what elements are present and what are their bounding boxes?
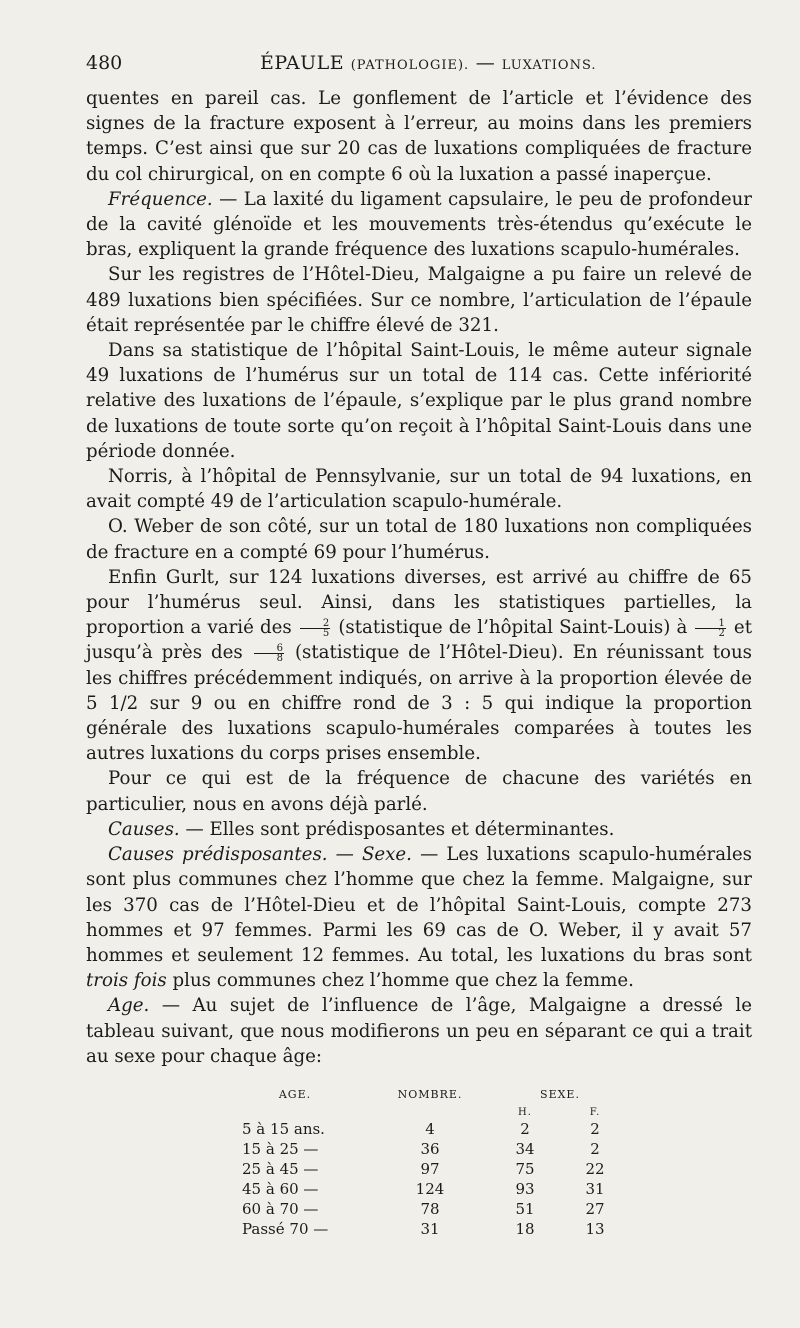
cell-femmes: 27 [585, 1200, 605, 1218]
paragraph-age-text: — Au sujet de l’influence de l’âge, Malgaigne a dressé le tableau suivant, que nous modifierons un peu en séparant ce qui a trait au sexe pour chaque âge: [86, 995, 752, 1067]
title-luxations: LUXATIONS. [501, 58, 597, 73]
fraction-two-fifths [300, 619, 330, 638]
column-header-femmes: F. [589, 1106, 601, 1118]
cell-nombre: 78 [420, 1200, 440, 1218]
section-label-sexe: Causes prédisposantes. — Sexe. [108, 844, 412, 866]
table-row [220, 1199, 630, 1219]
paragraph-gurlt [86, 565, 752, 767]
paragraph-weber: O. Weber de son côté, sur un total de 180 luxations non compliquées de fracture en a compté 69 pour l’humérus. [86, 516, 752, 563]
cell-hommes: 75 [515, 1160, 535, 1178]
cell-nombre: 124 [415, 1180, 445, 1198]
fraction-six-eighths [254, 644, 284, 663]
table-row [220, 1179, 630, 1199]
body-text [86, 86, 752, 1069]
column-header-age: AGE. [278, 1088, 312, 1101]
fraction-numerator: 1 [695, 619, 725, 629]
column-header-nombre: NOMBRE. [397, 1088, 463, 1101]
cell-hommes: 34 [515, 1140, 535, 1158]
section-label-frequence: Fréquence. [108, 188, 213, 210]
paragraph-frequence [86, 187, 752, 263]
title-dash: — [475, 52, 496, 74]
gurlt-text-c: et jusqu’à près des [86, 617, 753, 664]
paragraph-causes [86, 817, 752, 842]
cell-femmes: 31 [585, 1180, 605, 1198]
running-header [86, 48, 770, 82]
table-row [220, 1219, 630, 1239]
gurlt-text-a: Enfin Gurlt, sur 124 luxations diverses, est arrivé au chiffre de 65 pour l’humérus seul. Ainsi, dans les statistiques partielles, la proportion a varié des [86, 566, 752, 639]
paragraph-norris: Norris, à l’hôpital de Pennsylvanie, sur un total de 94 luxations, en avait compté 49 de l’articulation scapulo-humérale. [86, 466, 752, 513]
gurlt-text-d: (statistique de l’Hôtel-Dieu). En réunissant tous les chiffres précédemment indiqués, on arrive à la proportion élevée de 5 1/2 sur 9 ou en chiffre rond de 3 : 5 qui indique la proportion générale des luxations scapulo-humérales comparées à toutes les autres luxations du corps prises ensemble. [86, 642, 753, 765]
section-label-age: Age. [108, 995, 150, 1017]
paragraph-frequence-text: — La laxité du ligament capsulaire, le peu de profondeur de la cavité glénoïde et les mouvements très-étendus qu’exécute le bras, expliquent la grande fréquence des luxations scapulo-humérales. [86, 188, 752, 261]
table-row [220, 1119, 630, 1139]
paragraph-varietes: Pour ce qui est de la fréquence de chacune des variétés en particulier, nous en avons déjà parlé. [86, 768, 752, 815]
cell-age: 25 à 45 — [242, 1160, 319, 1178]
fraction-denominator: 8 [276, 652, 284, 664]
column-header-blank [220, 1101, 370, 1119]
fraction-numerator: 6 [254, 644, 284, 654]
cell-age: 5 à 15 ans. [242, 1120, 325, 1138]
age-statistics-table [220, 1084, 630, 1239]
table-row [220, 1159, 630, 1179]
paragraph-continuation: quentes en pareil cas. Le gonflement de l’article et l’évidence des signes de la fracture exposent à l’erreur, au moins dans les premiers temps. C’est ainsi que sur 20 cas de luxations compliquées de fracture du col chirurgical, on en compte 6 où la luxation a passé inaperçue. [86, 88, 752, 185]
fraction-denominator: 5 [322, 627, 330, 639]
page-number: 480 [86, 52, 123, 74]
paragraph-causes-text: — Elles sont prédisposantes et déterminantes. [179, 818, 615, 840]
paragraph-sexe-text-a: — Les luxations scapulo-humérales sont plus communes chez l’homme que chez la femme. Malgaigne, sur les 370 cas de l’Hôtel-Dieu et de l’hôpital Saint-Louis, compte 273 hommes et 97 femmes. Parmi les 69 cas de O. Weber, il y avait 57 hommes et seulement 12 femmes. Au total, les luxations du bras sont [86, 844, 752, 966]
paragraph-age [86, 993, 752, 1069]
cell-femmes: 22 [585, 1160, 605, 1178]
paragraph-saint-louis: Dans sa statistique de l’hôpital Saint-Louis, le même auteur signale 49 luxations de l’humérus sur un total de 114 cas. Cette infériorité relative des luxations de l’épaule, s’explique par le plus grand nombre de luxations de toute sorte qu’on reçoit à l’hôpital Saint-Louis dans une période donnée. [86, 340, 752, 462]
column-header-hommes: H. [518, 1106, 532, 1118]
cell-femmes: 2 [590, 1140, 600, 1158]
gurlt-text-b: (statistique de l’hôpital Saint-Louis) à [332, 617, 694, 639]
cell-hommes: 2 [520, 1120, 530, 1138]
section-label-causes: Causes. [108, 818, 180, 840]
cell-nombre: 97 [420, 1160, 440, 1178]
running-title [260, 52, 597, 74]
cell-nombre: 31 [420, 1220, 440, 1238]
column-header-sexe: SEXE. [540, 1088, 580, 1101]
title-pathologie: (PATHOLOGIE). [350, 58, 470, 73]
paragraph-sexe [86, 842, 752, 993]
table-row [220, 1139, 630, 1159]
column-header-blank [370, 1101, 490, 1119]
cell-nombre: 36 [420, 1140, 440, 1158]
cell-hommes: 18 [515, 1220, 535, 1238]
emphasis-trois-fois: trois fois [86, 970, 167, 992]
fraction-denominator: 2 [718, 627, 725, 639]
cell-nombre: 4 [425, 1120, 435, 1138]
fraction-one-half [695, 619, 725, 638]
cell-age: 60 à 70 — [242, 1200, 319, 1218]
cell-age: 15 à 25 — [242, 1140, 319, 1158]
cell-age: 45 à 60 — [242, 1180, 319, 1198]
cell-hommes: 93 [515, 1180, 535, 1198]
paragraph-hotel-dieu: Sur les registres de l’Hôtel-Dieu, Malgaigne a pu faire un relevé de 489 luxations bien spécifiées. Sur ce nombre, l’articulation de l’épaule était représentée par le chiffre élevé de 321. [86, 264, 752, 336]
cell-age: Passé 70 — [242, 1220, 329, 1238]
cell-femmes: 13 [585, 1220, 605, 1238]
fraction-numerator: 2 [300, 619, 330, 629]
title-main: ÉPAULE [260, 52, 345, 74]
cell-femmes: 2 [590, 1120, 600, 1138]
paragraph-sexe-text-b: plus communes chez l’homme que chez la femme. [166, 970, 634, 992]
cell-hommes: 51 [515, 1200, 535, 1218]
